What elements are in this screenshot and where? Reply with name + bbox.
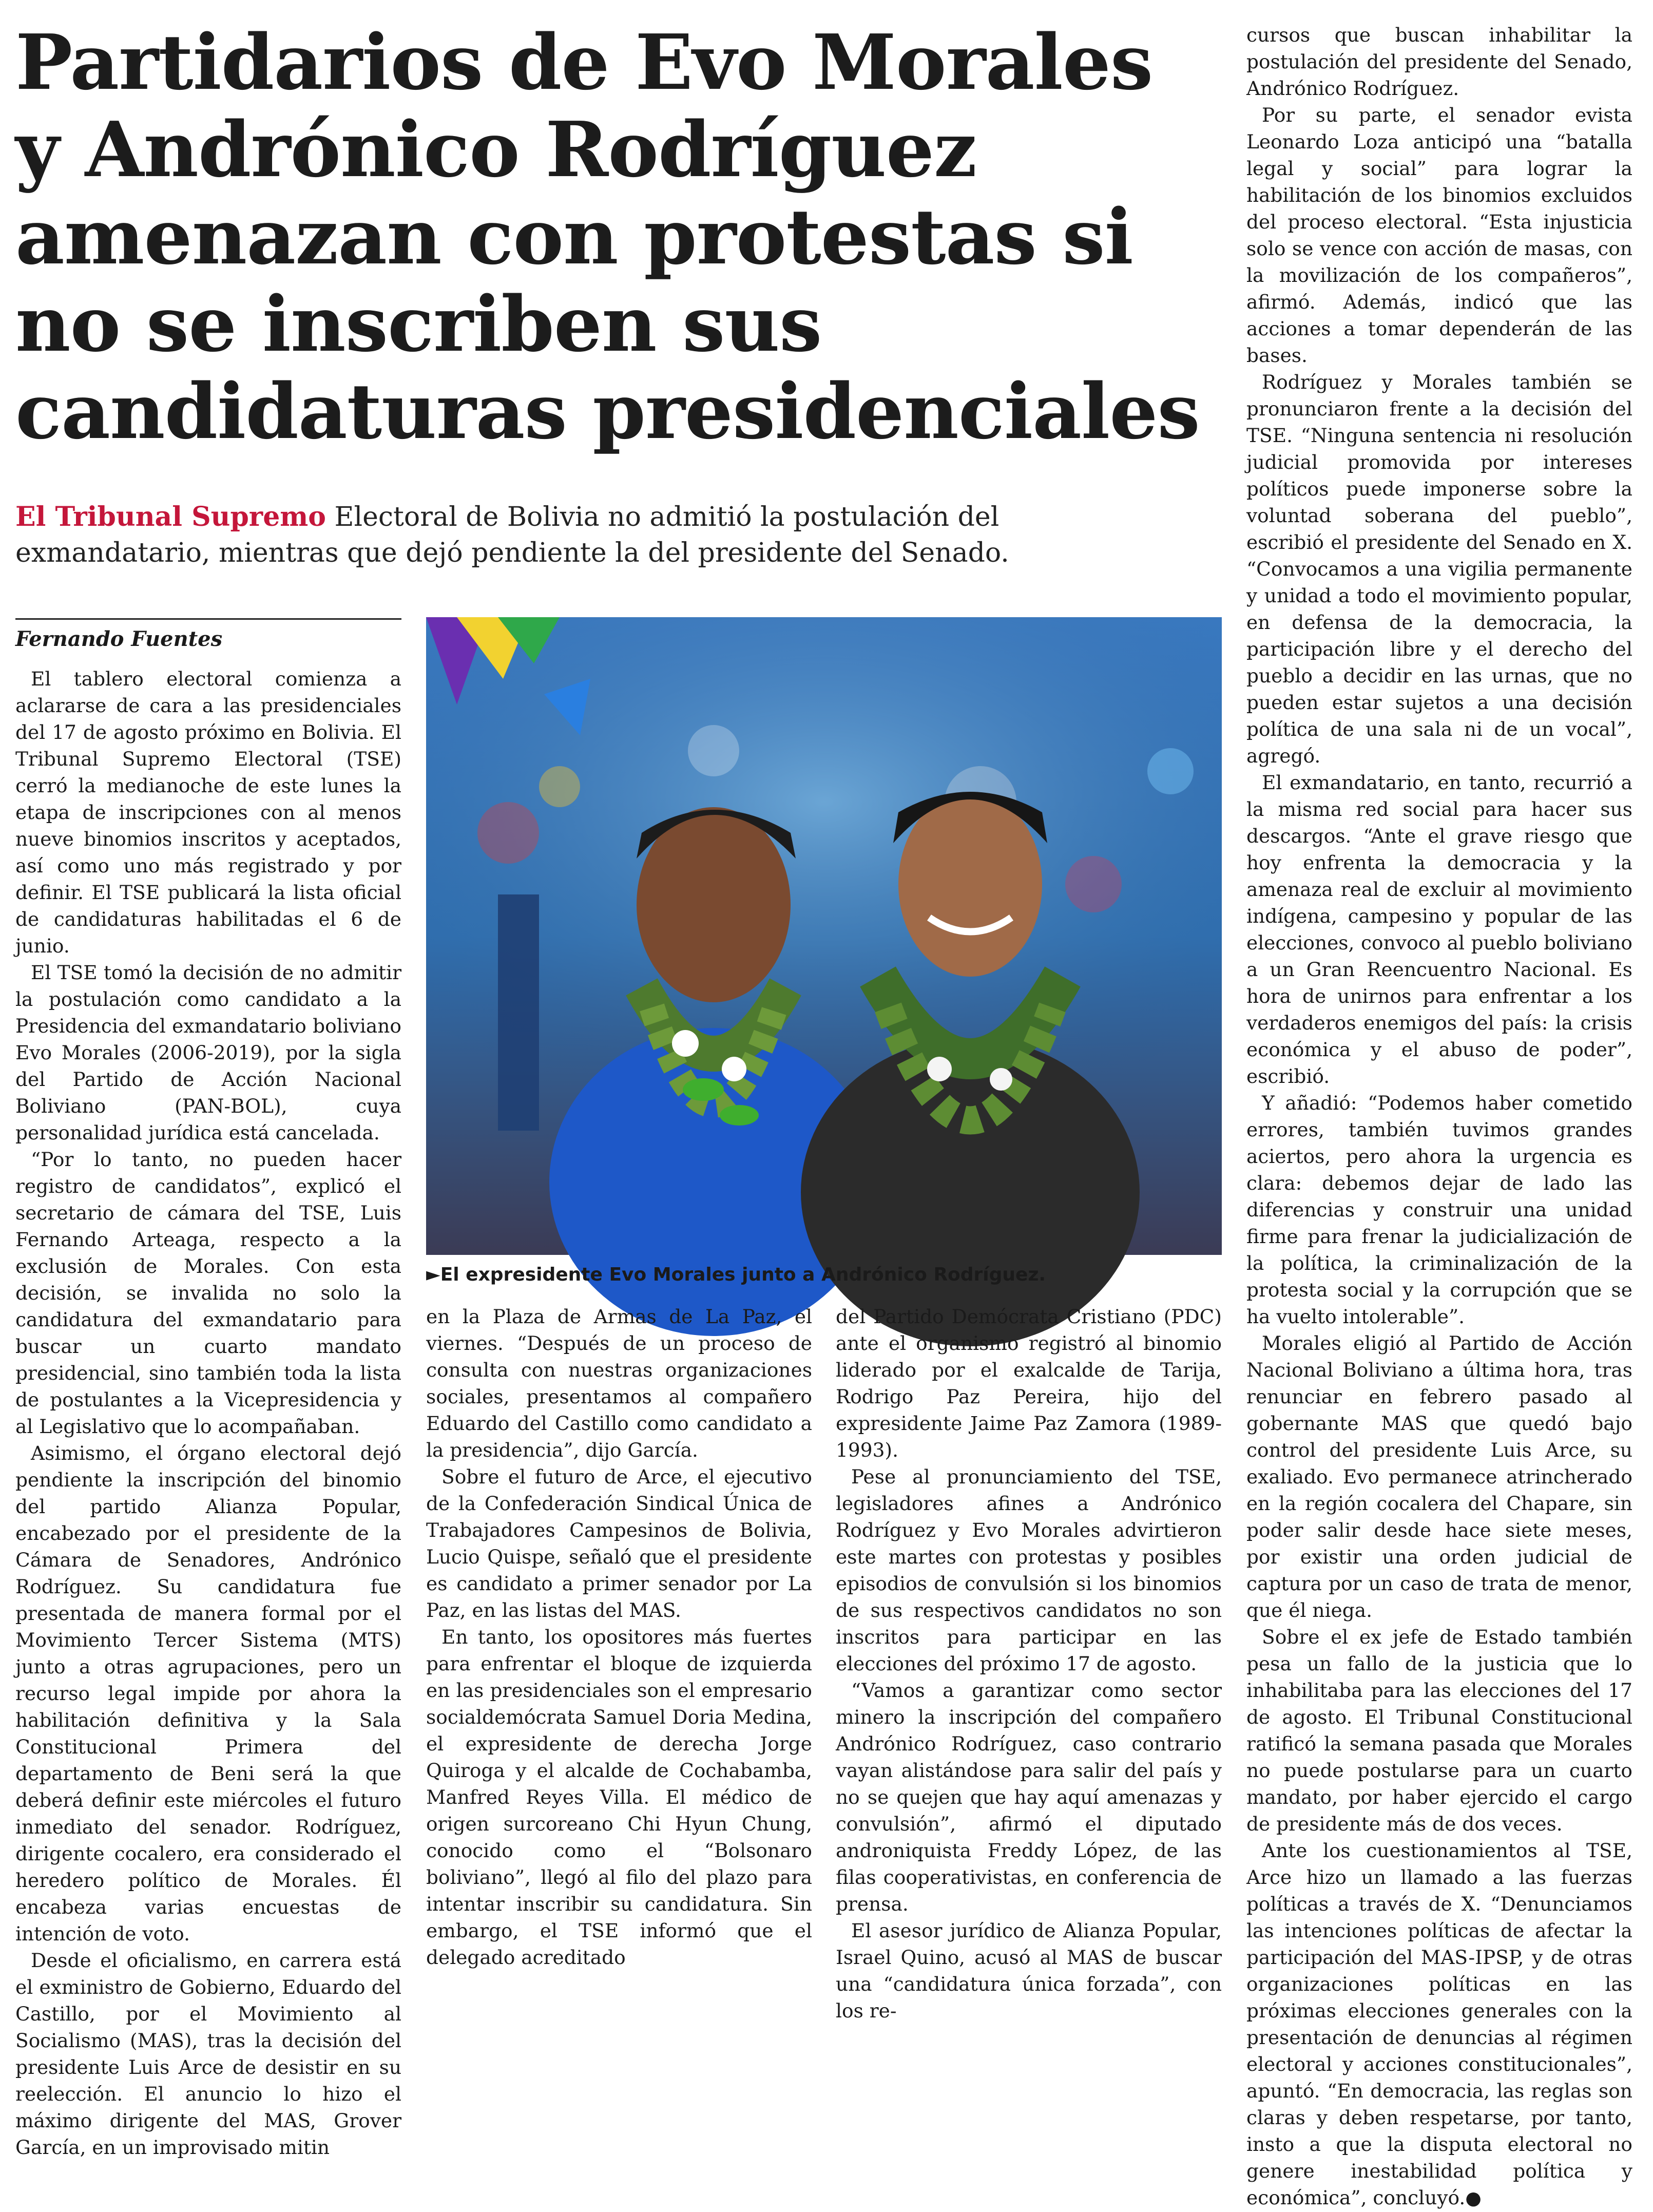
article-photo	[426, 617, 1222, 1255]
byline: Fernando Fuentes	[15, 618, 401, 651]
paragraph	[1246, 1837, 1632, 2212]
article-column-3	[836, 1303, 1222, 2022]
caption-text: El expresidente Evo Morales junto a Andrónico Rodríguez.	[440, 1264, 1046, 1285]
paragraph: El tablero electoral comienza a aclararse de cara a las presidenciales del 17 de agosto próximo en Bolivia. El Tribunal Supremo Electoral (TSE) cerró la medianoche de este lunes la etapa de inscripciones con al menos nueve binomios inscritos y aceptados, así como uno más registrado y por definir. El TSE publicará la lista oficial de candidaturas habilitadas el 6 de junio.	[15, 668, 401, 957]
paragraph: Rodríguez y Morales también se pronunciaron frente a la decisión del TSE. “Ninguna sentencia ni resolución judicial promovida por intereses políticos puede imponerse sobre la voluntad soberana del pueblo”, escribió el presidente del Senado en X. “Convocamos a una vigilia permanente y unidad a todo el movimiento popular, en defensa de la democracia, la participación libre y el derecho del pueblo a decidir en las urnas, que no pueden estar sujetos a una decisión política de una sala ni de un vocal”, agregó.	[1246, 371, 1632, 767]
paragraph-text: Ante los cuestionamientos al TSE, Arce hizo un llamado a las fuerzas políticas a través de X. “Denunciamos las intenciones políticas de afectar la participación del MAS-IPSP, y de otras organizaciones políticas en las próximas elecciones generales con la presentación de denuncias al régimen electoral y acciones constitucionales”, apuntó. “En democracia, las reglas son claras y deben respetarse, por tanto, insto a que la disputa electoral no genere inestabilidad política y económica”, concluyó.	[1246, 1839, 1632, 2209]
article-column-4	[1246, 22, 1632, 2209]
paragraph: en la Plaza de Armas de La Paz, el viernes. “Después de un proceso de consulta con nuestras organizaciones sociales, presentamos al compañero Eduardo del Castillo como candidato a la presidencia”, dijo García.	[426, 1305, 812, 1461]
photo-caption	[426, 1264, 1222, 1285]
paragraph: “Por lo tanto, no pueden hacer registro de candidatos”, explicó el secretario de cámara del TSE, Luis Fernando Arteaga, respecto a la exclusión de Morales. Con esta decisión, se invalida no solo la candidatura del exmandatario para buscar un cuarto mandato presidencial, sino también toda la lista de postulantes a la Vicepresidencia y al Legislativo que lo acompañaban.	[15, 1148, 401, 1438]
paragraph: cursos que buscan inhabilitar la postulación del presidente del Senado, Andrónico Rodríguez.	[1246, 24, 1632, 100]
paragraph: En tanto, los opositores más fuertes para enfrentar el bloque de izquierda en las presidenciales son el empresario socialdemócrata Samuel Doria Medina, el expresidente de derecha Jorge Quiroga y el alcalde de Cochabamba, Manfred Reyes Villa. El médico de origen surcoreano Chi Hyun Chung, conocido como el “Bolsonaro boliviano”, llegó al filo del plazo para intentar inscribir su candidatura. Sin embargo, el TSE informó que el delegado acreditado	[426, 1626, 812, 1969]
end-mark-icon: ●	[1465, 2188, 1482, 2209]
paragraph: Sobre el futuro de Arce, el ejecutivo de la Confederación Sindical Única de Trabajadores Campesinos de Bolivia, Lucio Quispe, señaló que el presidente es candidato a primer senador por La Paz, en las listas del MAS.	[426, 1465, 812, 1622]
deck-lead: El Tribunal Supremo	[15, 501, 326, 532]
paragraph: Sobre el ex jefe de Estado también pesa un fallo de la justicia que lo inhabilitaba para las elecciones del 17 de agosto. El Tribunal Constitucional ratificó la semana pasada que Morales no puede postularse para un cuarto mandato, por haber ejercido el cargo de presidente más de dos veces.	[1246, 1626, 1632, 1835]
deck-text: Electoral de Bolivia no admitió la postulación del exmandatario, mientras que dejó pendiente la del presidente del Senado.	[15, 502, 1009, 568]
deck	[15, 499, 1196, 571]
paragraph: El exmandatario, en tanto, recurrió a la misma red social para hacer sus descargos. “Ante el grave riesgo que hoy enfrenta la democracia y la amenaza real de excluir al movimiento indígena, campesino y popular de las elecciones, convoco al pueblo boliviano a un Gran Reencuentro Nacional. Es hora de unirnos para enfrentar a los verdaderos enemigos del país: la crisis económica y el abuso de poder”, escribió.	[1246, 771, 1632, 1088]
paragraph: Desde el oficialismo, en carrera está el exministro de Gobierno, Eduardo del Castillo, por el Movimiento al Socialismo (MAS), tras la decisión del presidente Luis Arce de desistir en su reelección. El anuncio lo hizo el máximo dirigente del MAS, Grover García, en un improvisado mitin	[15, 1949, 401, 2159]
paragraph: El TSE tomó la decisión de no admitir la postulación como candidato a la Presidencia del exmandatario boliviano Evo Morales (2006-2019), por la sigla del Partido de Acción Nacional Boliviano (PAN-BOL), cuya personalidad jurídica está cancelada.	[15, 961, 401, 1144]
paragraph: El asesor jurídico de Alianza Popular, Israel Quino, acusó al MAS de buscar una “candidatura única forzada”, con los re-	[836, 1919, 1222, 2022]
headline: Partidarios de Evo Morales y Andrónico Rodríguez amenazan con protestas si no se inscriben sus candidaturas presidenciales	[15, 17, 1200, 456]
paragraph: Morales eligió al Partido de Acción Nacional Boliviano a última hora, tras renunciar en febrero pasado al gobernante MAS que quedó bajo control del presidente Luis Arce, su exaliado. Evo permanece atrincherado en la región cocalera del Chapare, sin poder salir desde hace siete meses, por existir una orden judicial de captura por un caso de trata de menor, que él niega.	[1246, 1332, 1632, 1622]
paragraph: Asimismo, el órgano electoral dejó pendiente la inscripción del binomio del partido Alianza Popular, encabezado por el presidente de la Cámara de Senadores, Andrónico Rodríguez. Su candidatura fue presentada de manera formal por el Movimiento Tercer Sistema (MTS) junto a otras agrupaciones, pero un recurso legal impide por ahora la habilitación definitiva y la Sala Constitucional Primera del departamento de Beni será la que deberá definir este miércoles el futuro inmediato del senador. Rodríguez, dirigente cocalero, era considerado el heredero político de Morales. Él encabeza varias encuestas de intención de voto.	[15, 1442, 401, 1945]
paragraph: Por su parte, el senador evista Leonardo Loza anticipó una “batalla legal y social” para lograr la habilitación de los binomios excluidos del proceso electoral. “Esta injusticia solo se vence con acción de masas, con la movilización de los compañeros”, afirmó. Además, indicó que las acciones a tomar dependerán de las bases.	[1246, 104, 1632, 367]
caption-marker: ►	[426, 1264, 440, 1285]
article-column-1	[15, 665, 401, 2159]
paragraph: “Vamos a garantizar como sector minero la inscripción del compañero Andrónico Rodríguez, caso contrario vayan alistándose para salir del país y no se quejen que hay aquí amenazas y convulsión”, afirmó el diputado androniquista Freddy López, de las filas cooperativistas, en conferencia de prensa.	[836, 1679, 1222, 1915]
paragraph: Pese al pronunciamiento del TSE, legisladores afines a Andrónico Rodríguez y Evo Morales advirtieron este martes con protestas y posibles episodios de convulsión si los binomios de sus respectivos candidatos no son inscritos para participar en las elecciones del próximo 17 de agosto.	[836, 1465, 1222, 1675]
paragraph: Y añadió: “Podemos haber cometido errores, también tuvimos grandes aciertos, pero ahora la urgencia es clara: debemos dejar de lado las diferencias y construir una unidad firme para frenar la judicialización de la política, la criminalización de la protesta social y la corrupción que se ha vuelto intolerable”.	[1246, 1092, 1632, 1328]
article-column-2	[426, 1303, 812, 1969]
paragraph: del Partido Demócrata Cristiano (PDC) ante el organismo registró al binomio liderado por el exalcalde de Tarija, Rodrigo Paz Pereira, hijo del expresidente Jaime Paz Zamora (1989-1993).	[836, 1305, 1222, 1461]
photo-illustration	[426, 617, 1222, 1255]
